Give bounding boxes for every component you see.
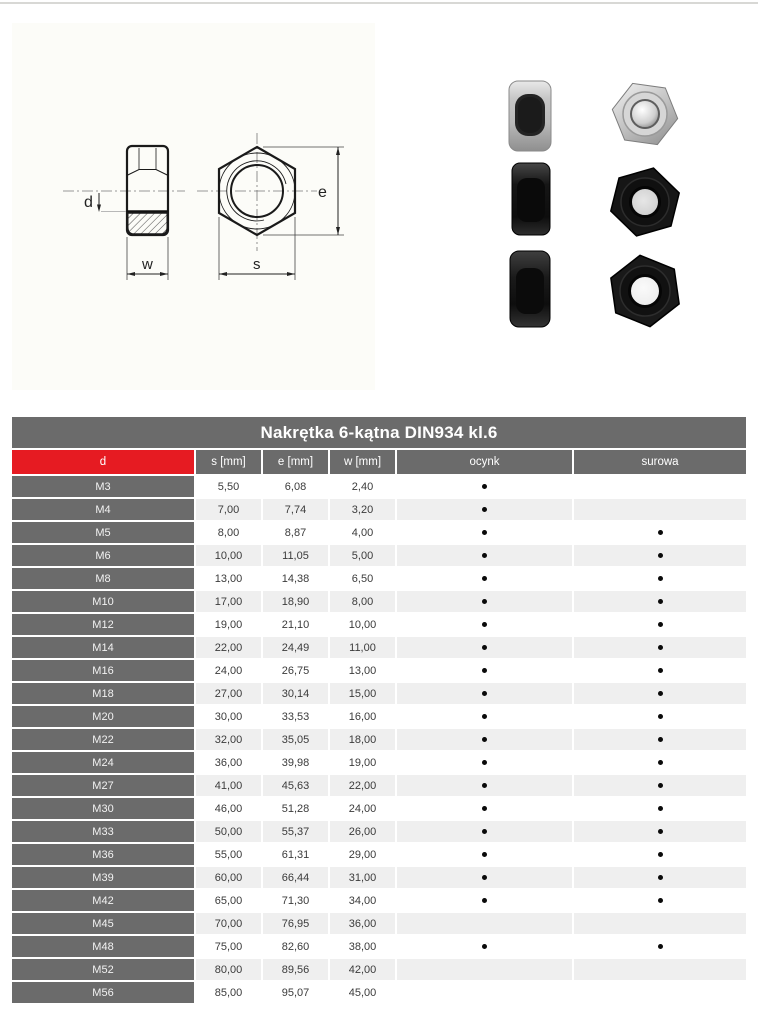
table-row (12, 568, 746, 589)
cell-e: 51,28 (263, 798, 328, 819)
cell-s: 32,00 (196, 729, 261, 750)
cell-e: 95,07 (263, 982, 328, 1003)
cell-w: 8,00 (330, 591, 395, 612)
availability-dot (658, 714, 663, 719)
cell-ocynk-available (397, 936, 572, 957)
cell-e: 30,14 (263, 683, 328, 704)
cell-surowa-empty (574, 476, 746, 497)
table-row (12, 614, 746, 635)
availability-dot (658, 829, 663, 834)
cell-e: 21,10 (263, 614, 328, 635)
cell-s: 50,00 (196, 821, 261, 842)
table-row (12, 729, 746, 750)
cell-s: 36,00 (196, 752, 261, 773)
cell-e: 45,63 (263, 775, 328, 796)
cell-e: 76,95 (263, 913, 328, 934)
cell-w: 2,40 (330, 476, 395, 497)
cell-s: 13,00 (196, 568, 261, 589)
table-row (12, 867, 746, 888)
cell-e: 6,08 (263, 476, 328, 497)
cell-ocynk-available (397, 798, 572, 819)
availability-dot (658, 622, 663, 627)
column-header-surowa: surowa (574, 450, 746, 474)
cell-surowa-available (574, 660, 746, 681)
table-row (12, 775, 746, 796)
cell-e: 24,49 (263, 637, 328, 658)
availability-dot (482, 668, 487, 673)
cell-e: 35,05 (263, 729, 328, 750)
cell-w: 4,00 (330, 522, 395, 543)
availability-dot (482, 599, 487, 604)
cell-surowa-available (574, 522, 746, 543)
availability-dot (658, 944, 663, 949)
table-row (12, 637, 746, 658)
table-title: Nakrętka 6-kątna DIN934 kl.6 (12, 417, 746, 448)
availability-dot (482, 852, 487, 857)
cell-size-d: M12 (12, 614, 194, 635)
table-row (12, 890, 746, 911)
cell-s: 70,00 (196, 913, 261, 934)
cell-ocynk-available (397, 752, 572, 773)
availability-dot (658, 898, 663, 903)
cell-size-d: M24 (12, 752, 194, 773)
cell-s: 27,00 (196, 683, 261, 704)
cell-surowa-empty (574, 499, 746, 520)
din934-spec-table (10, 415, 748, 1005)
availability-dot (482, 714, 487, 719)
table-row (12, 683, 746, 704)
availability-dot (658, 760, 663, 765)
cell-w: 11,00 (330, 637, 395, 658)
spec-table-body (12, 417, 746, 1003)
availability-dot (482, 806, 487, 811)
cell-e: 26,75 (263, 660, 328, 681)
cell-e: 61,31 (263, 844, 328, 865)
availability-dot (482, 944, 487, 949)
table-row (12, 982, 746, 1003)
cell-w: 29,00 (330, 844, 395, 865)
table-row (12, 545, 746, 566)
cell-ocynk-available (397, 729, 572, 750)
cell-surowa-empty (574, 913, 746, 934)
nut-side-view (63, 146, 185, 280)
availability-dot (658, 783, 663, 788)
availability-dot (658, 668, 663, 673)
cell-size-d: M22 (12, 729, 194, 750)
cell-w: 16,00 (330, 706, 395, 727)
availability-dot (482, 691, 487, 696)
cell-s: 60,00 (196, 867, 261, 888)
cell-surowa-available (574, 568, 746, 589)
photo-black-nut-top-2 (606, 252, 684, 335)
table-row (12, 913, 746, 934)
cell-surowa-available (574, 821, 746, 842)
column-header-d: d (12, 450, 194, 474)
cell-size-d: M27 (12, 775, 194, 796)
cell-w: 42,00 (330, 959, 395, 980)
column-header-w: w [mm] (330, 450, 395, 474)
table-row (12, 959, 746, 980)
cell-e: 8,87 (263, 522, 328, 543)
cell-w: 45,00 (330, 982, 395, 1003)
cell-surowa-available (574, 936, 746, 957)
cell-size-d: M48 (12, 936, 194, 957)
cell-w: 13,00 (330, 660, 395, 681)
cell-ocynk-available (397, 821, 572, 842)
cell-w: 18,00 (330, 729, 395, 750)
cell-w: 38,00 (330, 936, 395, 957)
cell-surowa-available (574, 752, 746, 773)
cell-surowa-available (574, 798, 746, 819)
availability-dot (658, 852, 663, 857)
cell-size-d: M8 (12, 568, 194, 589)
column-header-e: e [mm] (263, 450, 328, 474)
cell-size-d: M20 (12, 706, 194, 727)
availability-dot (658, 806, 663, 811)
cell-s: 65,00 (196, 890, 261, 911)
cell-ocynk-available (397, 522, 572, 543)
cell-s: 30,00 (196, 706, 261, 727)
cell-size-d: M5 (12, 522, 194, 543)
cell-ocynk-available (397, 476, 572, 497)
availability-dot (658, 691, 663, 696)
cell-size-d: M4 (12, 499, 194, 520)
cell-s: 46,00 (196, 798, 261, 819)
cell-s: 41,00 (196, 775, 261, 796)
cell-size-d: M3 (12, 476, 194, 497)
cell-e: 55,37 (263, 821, 328, 842)
cell-w: 6,50 (330, 568, 395, 589)
cell-ocynk-available (397, 568, 572, 589)
availability-dot (658, 875, 663, 880)
table-row (12, 591, 746, 612)
cell-s: 7,00 (196, 499, 261, 520)
cell-ocynk-available (397, 706, 572, 727)
cell-s: 85,00 (196, 982, 261, 1003)
column-header-ocynk: ocynk (397, 450, 572, 474)
availability-dot (482, 829, 487, 834)
cell-ocynk-available (397, 683, 572, 704)
availability-dot (658, 576, 663, 581)
cell-ocynk-available (397, 660, 572, 681)
nut-top-view (197, 133, 344, 280)
cell-ocynk-empty (397, 913, 572, 934)
cell-s: 8,00 (196, 522, 261, 543)
cell-w: 34,00 (330, 890, 395, 911)
cell-w: 31,00 (330, 867, 395, 888)
availability-dot (658, 530, 663, 535)
cell-size-d: M10 (12, 591, 194, 612)
table-row (12, 844, 746, 865)
table-row (12, 522, 746, 543)
cell-surowa-available (574, 775, 746, 796)
cell-surowa-available (574, 706, 746, 727)
cell-ocynk-empty (397, 982, 572, 1003)
cell-size-d: M36 (12, 844, 194, 865)
cell-surowa-available (574, 844, 746, 865)
availability-dot (482, 645, 487, 650)
photo-black-nut-side-2 (509, 250, 551, 333)
top-divider (0, 2, 758, 4)
cell-w: 26,00 (330, 821, 395, 842)
photo-black-nut-side-1 (511, 162, 551, 241)
cell-ocynk-available (397, 499, 572, 520)
table-row (12, 476, 746, 497)
cell-s: 80,00 (196, 959, 261, 980)
cell-surowa-available (574, 545, 746, 566)
availability-dot (482, 507, 487, 512)
cell-surowa-available (574, 637, 746, 658)
cell-size-d: M33 (12, 821, 194, 842)
table-header-row (12, 450, 746, 474)
cell-size-d: M14 (12, 637, 194, 658)
availability-dot (658, 645, 663, 650)
cell-e: 71,30 (263, 890, 328, 911)
table-row (12, 821, 746, 842)
dim-label-e: e (318, 184, 327, 201)
availability-dot (482, 760, 487, 765)
cell-surowa-available (574, 729, 746, 750)
cell-s: 17,00 (196, 591, 261, 612)
cell-size-d: M39 (12, 867, 194, 888)
availability-dot (482, 576, 487, 581)
cell-ocynk-available (397, 867, 572, 888)
cell-s: 10,00 (196, 545, 261, 566)
cell-size-d: M56 (12, 982, 194, 1003)
cell-e: 18,90 (263, 591, 328, 612)
cell-s: 5,50 (196, 476, 261, 497)
cell-w: 15,00 (330, 683, 395, 704)
cell-w: 36,00 (330, 913, 395, 934)
cell-s: 22,00 (196, 637, 261, 658)
availability-dot (658, 553, 663, 558)
dim-label-s: s (253, 256, 261, 273)
cell-surowa-available (574, 591, 746, 612)
availability-dot (482, 484, 487, 489)
cell-e: 11,05 (263, 545, 328, 566)
photo-zinc-nut-top (610, 80, 680, 153)
cell-e: 89,56 (263, 959, 328, 980)
table-title-row (12, 417, 746, 448)
cell-w: 22,00 (330, 775, 395, 796)
availability-dot (482, 622, 487, 627)
cell-e: 33,53 (263, 706, 328, 727)
cell-e: 66,44 (263, 867, 328, 888)
cell-size-d: M42 (12, 890, 194, 911)
table-row (12, 936, 746, 957)
cell-e: 14,38 (263, 568, 328, 589)
availability-dot (658, 737, 663, 742)
cell-size-d: M16 (12, 660, 194, 681)
cell-surowa-available (574, 683, 746, 704)
cell-w: 5,00 (330, 545, 395, 566)
cell-ocynk-available (397, 844, 572, 865)
cell-surowa-available (574, 614, 746, 635)
cell-size-d: M6 (12, 545, 194, 566)
cell-ocynk-available (397, 775, 572, 796)
cell-ocynk-available (397, 591, 572, 612)
cell-e: 39,98 (263, 752, 328, 773)
cell-e: 7,74 (263, 499, 328, 520)
cell-w: 3,20 (330, 499, 395, 520)
cell-ocynk-available (397, 545, 572, 566)
cell-size-d: M30 (12, 798, 194, 819)
availability-dot (482, 783, 487, 788)
table-row (12, 706, 746, 727)
availability-dot (482, 898, 487, 903)
cell-size-d: M52 (12, 959, 194, 980)
table-row (12, 660, 746, 681)
availability-dot (482, 553, 487, 558)
cell-ocynk-available (397, 890, 572, 911)
cell-size-d: M45 (12, 913, 194, 934)
cell-ocynk-empty (397, 959, 572, 980)
cell-s: 75,00 (196, 936, 261, 957)
availability-dot (482, 530, 487, 535)
cell-surowa-empty (574, 959, 746, 980)
cell-surowa-empty (574, 982, 746, 1003)
technical-drawing-panel (12, 23, 375, 390)
column-header-s: s [mm] (196, 450, 261, 474)
cell-w: 19,00 (330, 752, 395, 773)
dim-label-w: w (142, 256, 153, 273)
availability-dot (482, 737, 487, 742)
hex-nut-dimension-drawing (12, 23, 375, 390)
cell-ocynk-available (397, 614, 572, 635)
cell-s: 19,00 (196, 614, 261, 635)
availability-dot (482, 875, 487, 880)
cell-e: 82,60 (263, 936, 328, 957)
photo-black-nut-top-1 (609, 164, 681, 245)
table-row (12, 798, 746, 819)
cell-w: 10,00 (330, 614, 395, 635)
availability-dot (658, 599, 663, 604)
cell-surowa-available (574, 867, 746, 888)
cell-w: 24,00 (330, 798, 395, 819)
cell-s: 24,00 (196, 660, 261, 681)
table-row (12, 752, 746, 773)
cell-size-d: M18 (12, 683, 194, 704)
cell-ocynk-available (397, 637, 572, 658)
cell-s: 55,00 (196, 844, 261, 865)
table-row (12, 499, 746, 520)
dim-label-d: d (84, 194, 93, 211)
photo-zinc-nut-side (508, 80, 552, 157)
cell-surowa-available (574, 890, 746, 911)
